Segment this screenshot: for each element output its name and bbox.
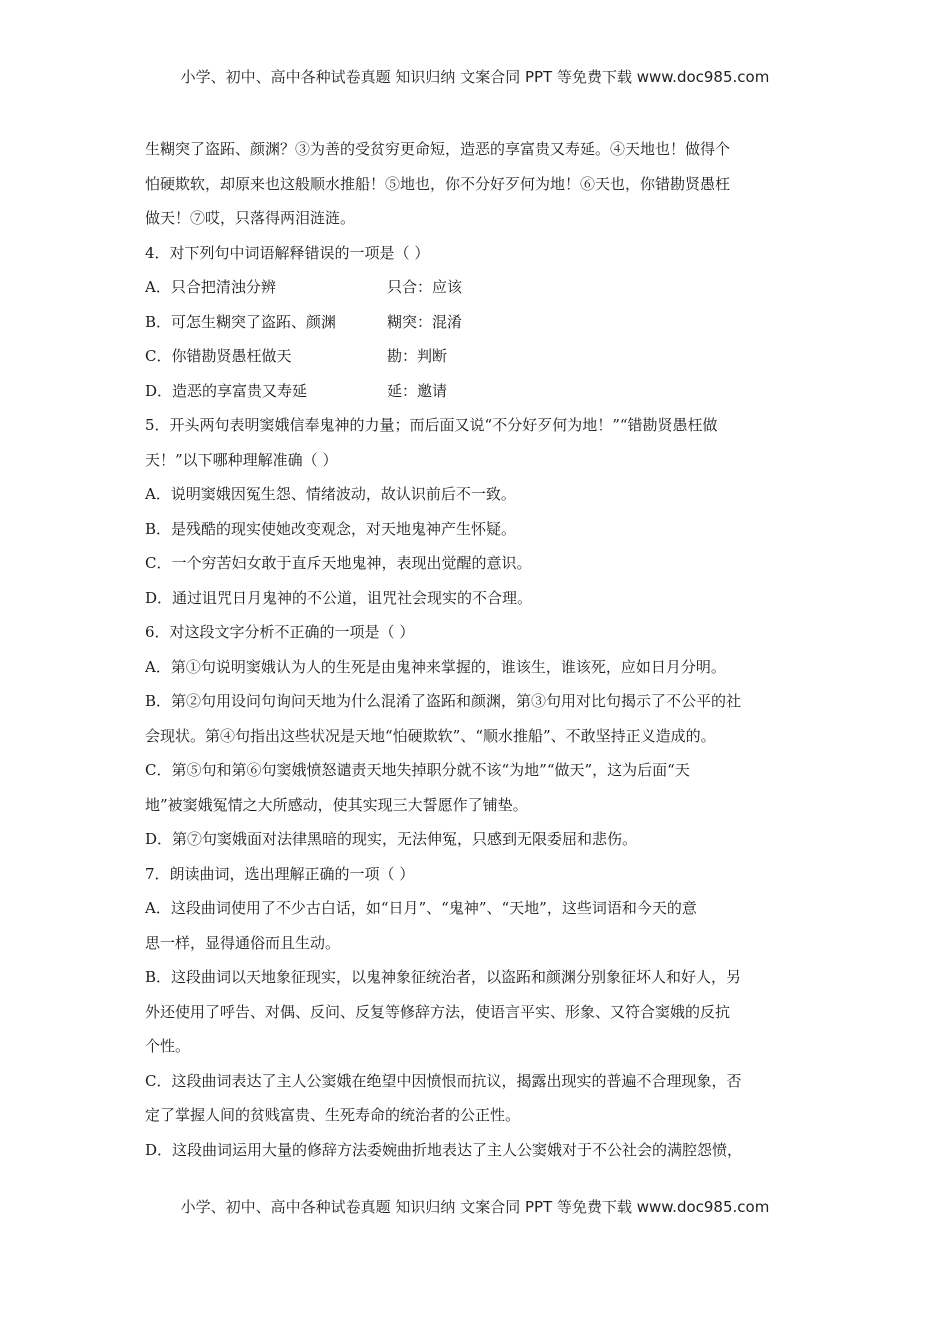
question-stem: 6．对这段文字分析不正确的一项是（ ）	[145, 623, 415, 641]
option-d: D．通过诅咒日月鬼神的不公道，诅咒社会现实的不合理。	[145, 588, 533, 607]
page-footer: 小学、初中、高中各种试卷真题 知识归纳 文案合同 PPT 等免费下载 www.doc985.com	[180, 1198, 770, 1216]
option-b-continued: 外还使用了呼告、对偶、反问、反复等修辞方法，使语言平实、形象、又符合窦娥的反抗	[145, 1002, 731, 1021]
option-c-continued: 定了掌握人间的贫贱富贵、生死寿命的统治者的公正性。	[145, 1106, 521, 1124]
option-d	[145, 374, 809, 409]
option-term: C．你错勘贤愚枉做天	[145, 347, 292, 365]
option-c: C．这段曲词表达了主人公窦娥在绝望中因愤恨而抗议，揭露出现实的普遍不合理现象，否	[145, 1071, 742, 1090]
option-term: D．造恶的享富贵又寿延	[145, 381, 308, 400]
option-b-continued: 会现状。第④句指出这些状况是天地“怕硬欺软”、“顺水推船”、不敢坚持正义造成的。	[145, 726, 716, 745]
question-stem: 5．开头两句表明窦娥信奉鬼神的力量；而后面又说“不分好歹何为地！”“错勘贤愚枉做	[145, 416, 718, 434]
option-c: C．一个穷苦妇女敢于直斥天地鬼神，表现出觉醒的意识。	[145, 554, 532, 572]
document-body	[145, 132, 809, 1167]
question-5	[145, 408, 809, 615]
option-gloss: 勘：判断	[387, 347, 448, 365]
option-a: A．说明窦娥因冤生怨、情绪波动，故认识前后不一致。	[145, 485, 516, 503]
question-stem: 4．对下列句中词语解释错误的一项是（ ）	[145, 243, 430, 262]
option-c-continued: 地”被窦娥冤情之大所感动，使其实现三大誓愿作了铺垫。	[145, 795, 528, 814]
option-gloss: 糊突：混淆	[387, 312, 463, 331]
question-7	[145, 857, 809, 1168]
option-term: A．只合把清浊分辨	[145, 278, 276, 296]
passage-excerpt	[145, 132, 809, 236]
option-a: A．这段曲词使用了不少古白话，如“日月”、“鬼神”、“天地”，这些词语和今天的意	[145, 899, 697, 917]
option-c	[145, 339, 809, 374]
option-a-continued: 思一样，显得通俗而且生动。	[145, 933, 341, 952]
option-b-continued: 个性。	[145, 1037, 191, 1055]
option-gloss: 延：邀请	[387, 381, 448, 400]
option-b: B．这段曲词以天地象征现实，以鬼神象征统治者，以盗跖和颜渊分别象征坏人和好人，另	[145, 968, 742, 986]
question-stem: 天！”以下哪种理解准确（ ）	[145, 450, 338, 469]
option-d: D．这段曲词运用大量的修辞方法委婉曲折地表达了主人公窦娥对于不公社会的满腔怨愤，	[145, 1140, 743, 1159]
question-stem: 7．朗读曲词，选出理解正确的一项（ ）	[145, 864, 415, 883]
option-term: B．可怎生糊突了盗跖、颜渊	[145, 312, 337, 331]
option-c: C．第⑤句和第⑥句窦娥愤怒谴责天地失掉职分就不该“为地”“做天”，这为后面“天	[145, 761, 690, 779]
passage-line: 做天！⑦哎，只落得两泪涟涟。	[145, 209, 356, 227]
question-6	[145, 615, 809, 857]
passage-line: 生糊突了盗跖、颜渊？③为善的受贫穷更命短，造恶的享富贵又寿延。④天地也！做得个	[145, 140, 731, 158]
option-a: A．第①句说明窦娥认为人的生死是由鬼神来掌握的，谁该生，谁该死，应如日月分明。	[145, 657, 726, 676]
option-a	[145, 270, 809, 305]
option-d: D．第⑦句窦娥面对法律黑暗的现实，无法伸冤，只感到无限委屈和悲伤。	[145, 830, 638, 848]
page-header: 小学、初中、高中各种试卷真题 知识归纳 文案合同 PPT 等免费下载 www.doc985.com	[180, 68, 770, 86]
option-b: B．是残酷的现实使她改变观念，对天地鬼神产生怀疑。	[145, 519, 517, 538]
question-4	[145, 236, 809, 409]
option-b: B．第②句用设问句询问天地为什么混淆了盗跖和颜渊，第③句用对比句揭示了不公平的社	[145, 692, 742, 710]
option-gloss: 只合：应该	[387, 278, 463, 296]
passage-line: 怕硬欺软，却原来也这般顺水推船！⑤地也，你不分好歹何为地！⑥天也，你错勘贤愚枉	[145, 174, 731, 193]
option-b	[145, 305, 809, 340]
